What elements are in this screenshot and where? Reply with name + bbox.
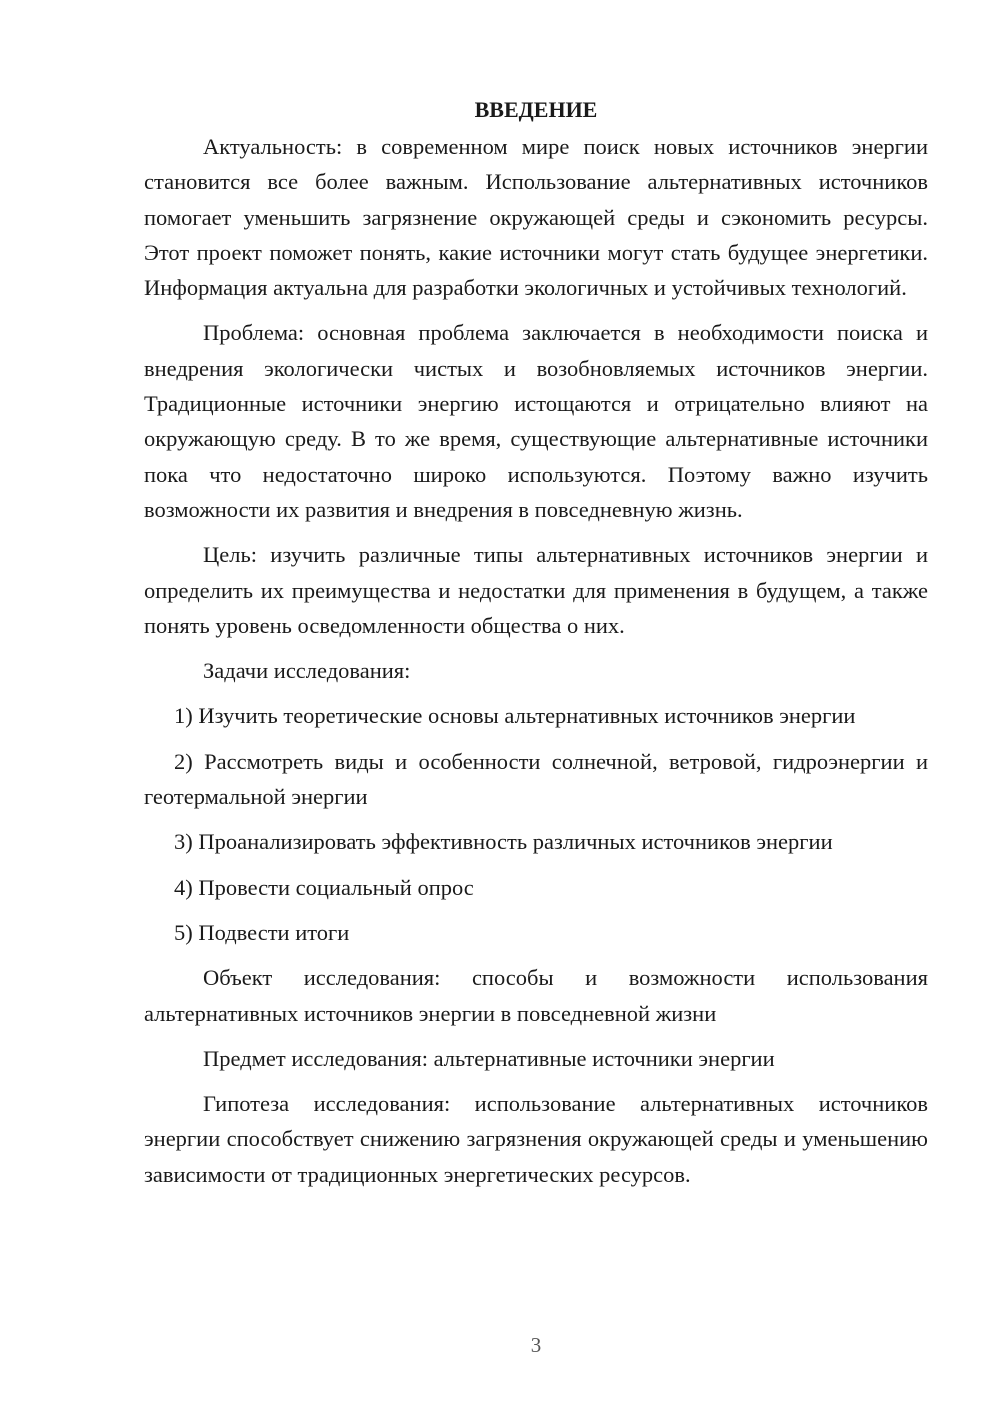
task-item-4: 4) Провести социальный опрос xyxy=(174,874,474,900)
goal-paragraph: Цель: изучить различные типы альтернативных источников энергии и определить их преимущества и недостатки для применения в будущем, а также понять уровень осведомленности общества о них. xyxy=(144,542,928,638)
research-object-paragraph: Объект исследования: способы и возможности использования альтернативных источников энергии в повседневной жизни xyxy=(144,965,928,1026)
hypothesis-paragraph: Гипотеза исследования: использование альтернативных источников энергии способствует снижению загрязнения окружающей среды и уменьшению зависимости от традиционных энергетических ресурсов. xyxy=(144,1091,928,1187)
relevance-paragraph: Актуальность: в современном мире поиск новых источников энергии становится все более важным. Использование альтернативных источников помогает уменьшить загрязнение окружающей среды и сэкономить ресурсы. Этот проект поможет понять, какие источники могут стать будущее энергетики. Информация актуальна для разработки экологичных и устойчивых технологий. xyxy=(144,134,928,301)
task-item-1: 1) Изучить теоретические основы альтернативных источников энергии xyxy=(174,703,856,729)
research-subject-paragraph: Предмет исследования: альтернативные источники энергии xyxy=(203,1045,775,1071)
page-number: 3 xyxy=(530,1333,542,1357)
tasks-heading: Задачи исследования: xyxy=(203,658,411,684)
section-title: ВВЕДЕНИЕ xyxy=(474,97,598,122)
task-item-5: 5) Подвести итоги xyxy=(174,919,350,945)
document-page xyxy=(144,92,928,1202)
task-item-2: 2) Рассмотреть виды и особенности солнечной, ветровой, гидроэнергии и геотермальной энергии xyxy=(144,748,928,810)
task-item-3: 3) Проанализировать эффективность различных источников энергии xyxy=(174,829,833,855)
problem-paragraph: Проблема: основная проблема заключается в необходимости поиска и внедрения экологически чистых и возобновляемых источников энергии. Традиционные источники энергию истощаются и отрицательно влияют на окружающую среду. В то же время, существующие альтернативные источники пока что недостаточно широко используются. Поэтому важно изучить возможности их развития и внедрения в повседневную жизнь. xyxy=(144,320,928,522)
